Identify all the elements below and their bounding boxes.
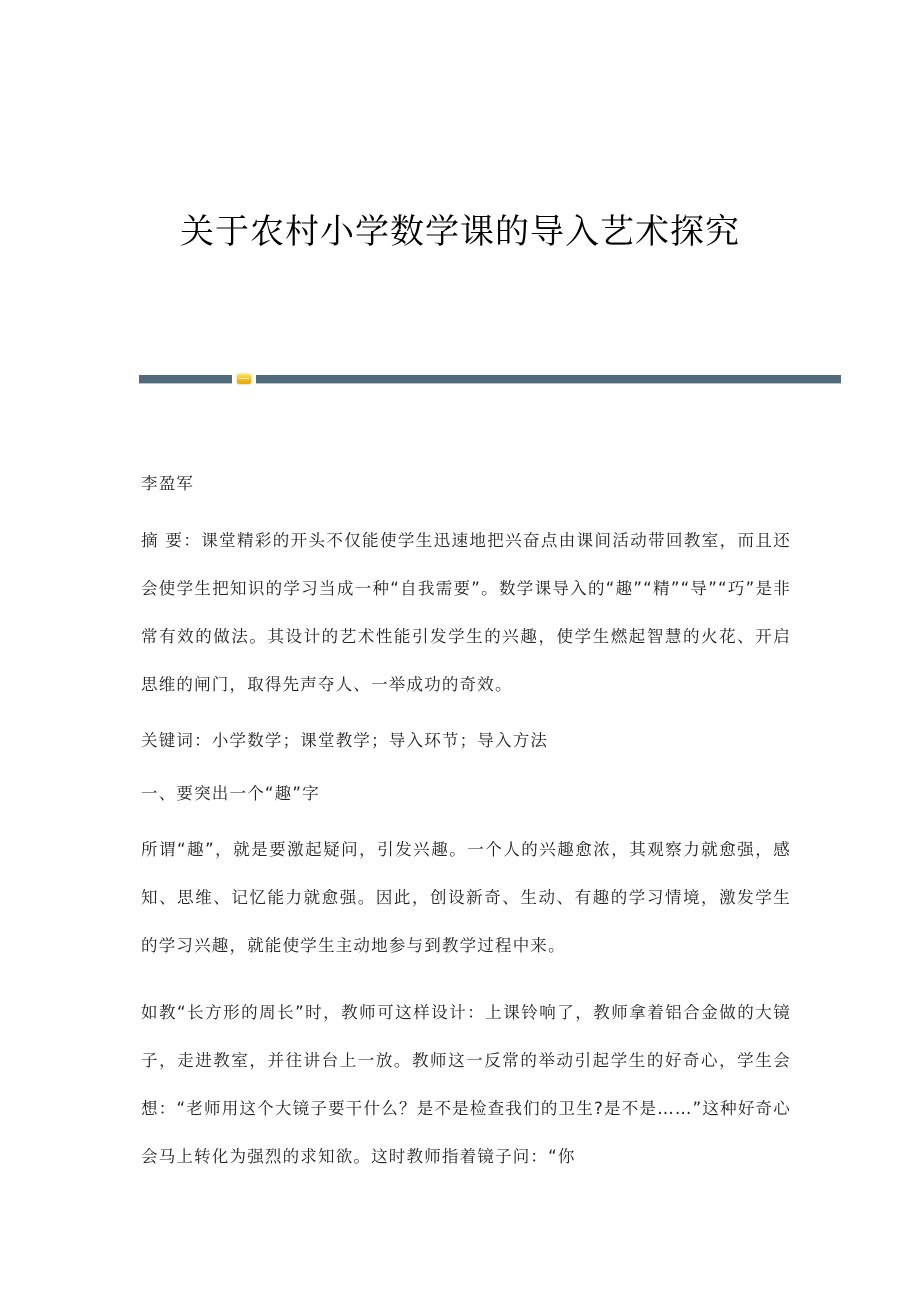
keywords-text: 小学数学；课堂教学；导入环节；导入方法 bbox=[211, 731, 549, 750]
author-name: 李盈军 bbox=[141, 474, 195, 493]
section-1-heading: 一、要突出一个“趣”字 bbox=[141, 784, 320, 803]
abstract-text: 课堂精彩的开头不仅能使学生迅速地把兴奋点由课间活动带回教室，而且还会使学生把知识的学习当成一种“自我需要”。数学课导入的“趣”“精”“导”“巧”是非常有效的做法。其设计的艺术性能引发学生的兴趣，使学生燃起智慧的火花、开启思维的闸门，取得先声夺人、一举成功的奇效。 bbox=[141, 531, 791, 694]
title-divider bbox=[139, 375, 841, 384]
gold-bar-ornament-icon bbox=[237, 374, 251, 384]
paragraph-text: 如教“长方形的周长”时，教师可这样设计：上课铃响了，教师拿着铝合金做的大镜子，走进教室，并往讲台上一放。教师这一反常的举动引起学生的好奇心，学生会想：“老师用这个大镜子要干什么？是不是检查我们的卫生?是不是……”这种好奇心会马上转化为强烈的求知欲。这时教师指着镜子问：“你 bbox=[141, 1003, 791, 1166]
paragraph-text: 所谓“趣”，就是要激起疑问，引发兴趣。一个人的兴趣愈浓，其观察力就愈强，感知、思维、记忆能力就愈强。因此，创设新奇、生动、有趣的学习情境，激发学生的学习兴趣，就能使学生主动地参与到教学过程中来。 bbox=[141, 840, 791, 955]
section-heading bbox=[141, 770, 791, 818]
keywords-label: 关键词： bbox=[141, 731, 212, 750]
abstract bbox=[141, 517, 791, 709]
section-1-paragraph-1 bbox=[141, 826, 791, 970]
divider-bar-left bbox=[139, 375, 232, 384]
section-1-paragraph-2 bbox=[141, 989, 791, 1181]
document-title: 关于农村小学数学课的导入艺术探究 bbox=[180, 212, 740, 252]
keywords bbox=[141, 717, 791, 765]
abstract-label: 摘 要： bbox=[141, 531, 202, 550]
divider-bar-right bbox=[256, 375, 841, 384]
